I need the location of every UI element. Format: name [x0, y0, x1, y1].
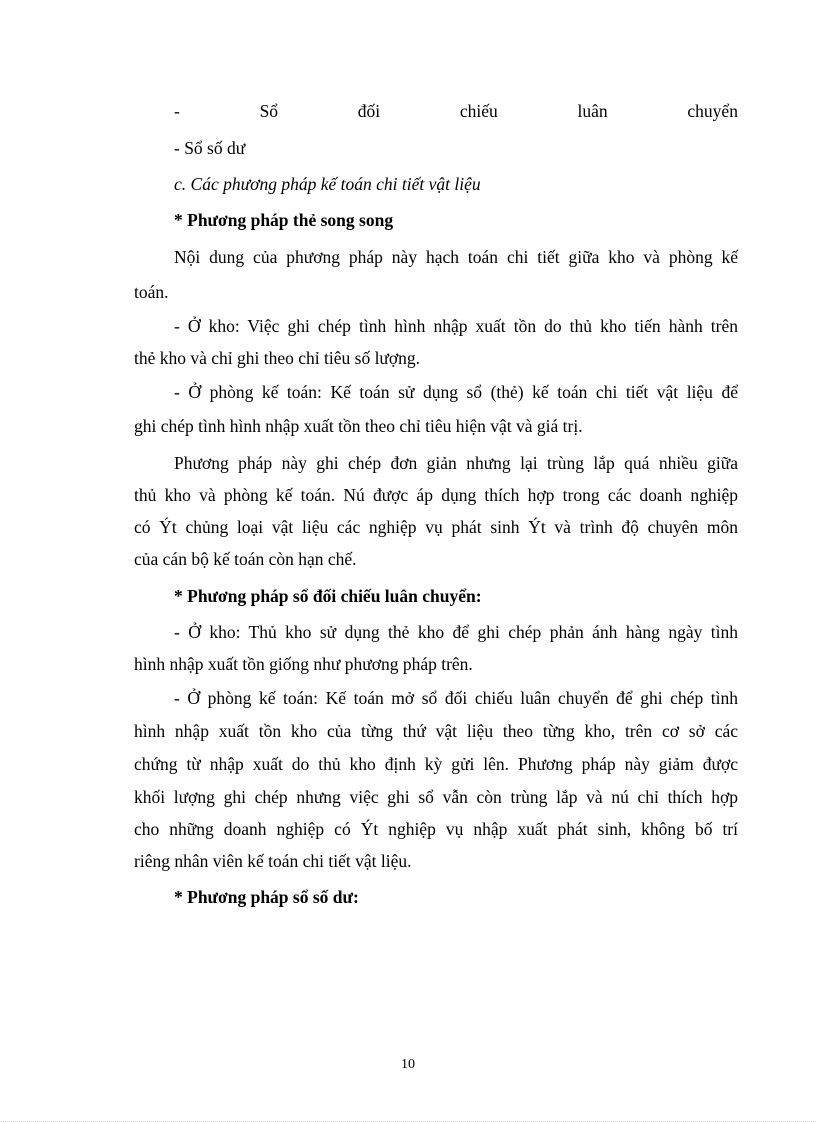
paragraph-line: thủ kho và phòng kế toán. Nú được áp dụng thích hợp trong các doanh nghiệp: [134, 485, 738, 505]
page-edge-divider: [0, 1121, 816, 1122]
list-item-so-so-du: - Sổ số dư: [174, 138, 246, 158]
paragraph-line: riêng nhân viên kế toán chi tiết vật liệu.: [134, 851, 412, 871]
word: chiếu: [459, 101, 498, 121]
paragraph-line: cho những doanh nghiệp có Ýt nghiệp vụ nhập xuất phát sinh, không bố trí: [134, 819, 738, 839]
paragraph-line: Phương pháp này ghi chép đơn giản nhưng lại trùng lắp quá nhiều giữa: [174, 453, 738, 473]
paragraph-line: của cán bộ kế toán còn hạn chế.: [134, 549, 357, 569]
paragraph-line: - Ở kho: Việc ghi chép tình hình nhập xuất tồn do thủ kho tiến hành trên: [174, 316, 738, 336]
page-number: 10: [401, 1057, 415, 1072]
paragraph-line: có Ýt chủng loại vật liệu các nghiệp vụ phát sinh Ýt và trình độ chuyên môn: [134, 517, 738, 537]
subheading-so-doi-chieu: * Phương pháp sổ đối chiếu luân chuyển:: [174, 586, 482, 606]
paragraph-line: - Ở phòng kế toán: Kế toán mở sổ đối chiếu luân chuyển để ghi chép tình: [174, 688, 738, 708]
paragraph-line: ghi chép tình hình nhập xuất tồn theo chỉ tiêu hiện vật và giá trị.: [134, 416, 583, 436]
paragraph-line: hình nhập xuất tồn giống như phương pháp trên.: [134, 654, 473, 674]
subheading-the-song-song: * Phương pháp thẻ song song: [174, 210, 394, 230]
paragraph-line: chứng từ nhập xuất do thủ kho định kỳ gửi lên. Phương pháp này giảm được: [134, 754, 738, 774]
paragraph-line: hình nhập xuất tồn kho của từng thứ vật liệu theo từng kho, trên cơ sở các: [134, 721, 738, 741]
paragraph-line: - Ở phòng kế toán: Kế toán sử dụng sổ (thẻ) kế toán chi tiết vật liệu để: [174, 382, 738, 402]
heading-line-so-doi-chieu: [174, 100, 738, 122]
paragraph-line: Nội dung của phương pháp này hạch toán chi tiết giữa kho và phòng kế: [174, 247, 738, 267]
paragraph-line: khối lượng ghi chép nhưng việc ghi sổ vẫn còn trùng lắp và nú chỉ thích hợp: [134, 787, 738, 807]
bullet-dash: -: [174, 101, 180, 121]
section-heading-c: c. Các phương pháp kế toán chi tiết vật liệu: [174, 174, 481, 194]
word: chuyển: [687, 101, 738, 121]
word: luân: [577, 101, 608, 121]
word: đối: [357, 101, 381, 121]
paragraph-line: - Ở kho: Thủ kho sử dụng thẻ kho để ghi chép phản ánh hàng ngày tình: [174, 622, 738, 642]
subheading-so-so-du: * Phương pháp sổ số dư:: [174, 887, 359, 907]
word: Sổ: [259, 101, 279, 121]
paragraph-line: thẻ kho và chỉ ghi theo chỉ tiêu số lượng.: [134, 348, 421, 368]
paragraph-line: toán.: [134, 282, 169, 302]
